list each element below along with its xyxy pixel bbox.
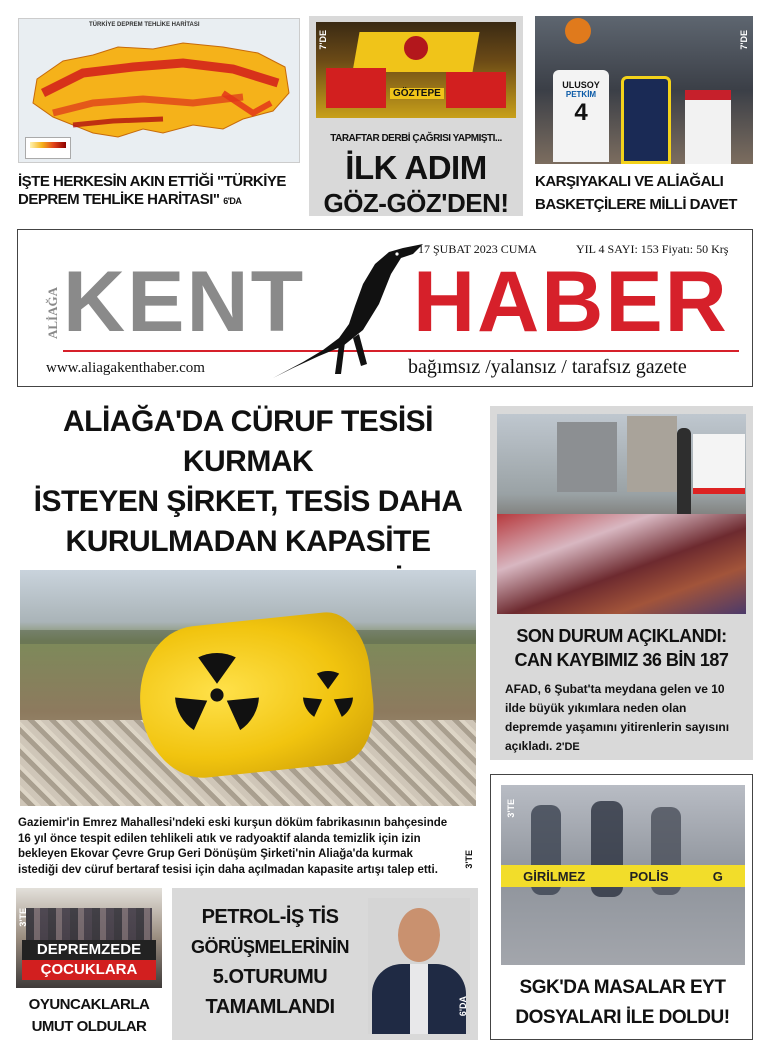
masthead-name-left: KENT (63, 254, 306, 350)
masthead-slogan: bağımsız /yalansız / tarafsız gazete (408, 356, 687, 378)
jersey-number: 4 (574, 99, 588, 126)
basketball-ball (565, 18, 591, 44)
masthead-day: CUMA (500, 242, 537, 256)
petrol-headline (172, 902, 368, 1022)
basketball-page-tag: 7'DE (739, 30, 749, 50)
main-story[interactable] (16, 402, 480, 880)
children-overlay-line2: ÇOCUKLARA (22, 960, 156, 980)
union-leader-photo (368, 898, 470, 1034)
radioactive-barrel-image (20, 570, 476, 806)
petrol-headline-line: 5.OTURUMU (212, 966, 328, 988)
tape-word: POLİS (629, 868, 669, 884)
main-headline-line: ALİAĞA'DA CÜRUF TESİSİ KURMAK (62, 405, 434, 478)
goztepe-emblem (402, 34, 430, 62)
jersey-sponsor: PETKİM (565, 90, 597, 99)
earthquake-story[interactable] (490, 406, 753, 760)
goztepe-banner: GÖZTEPE (390, 88, 444, 99)
goztepe-headline-line1: İLK ADIM (345, 149, 487, 186)
turkey-map-shape (23, 33, 295, 153)
hazard-map-image (18, 18, 300, 163)
police-tape-image (501, 785, 745, 965)
blankets (497, 514, 746, 614)
children-story[interactable] (16, 888, 162, 1044)
masthead-issue-info: YIL 4 SAYI: 153 Fiyatı: 50 Krş (576, 242, 729, 256)
map-teaser[interactable] (18, 18, 300, 218)
masthead-date: 17 ŞUBAT 2023 (418, 242, 498, 256)
map-teaser-headline: İŞTE HERKESİN AKIN ETTİĞİ "TÜRKİYE DEPREM TEHLİKE HARİTASI" (18, 173, 286, 208)
tape-word: GİRİLMEZ (523, 868, 586, 884)
standing-person (677, 428, 691, 516)
radiation-trefoil-icon (170, 648, 264, 742)
children-caption-line2: UMUT OLDULAR (31, 1018, 147, 1035)
main-story-body: Gaziemir'in Emrez Mahallesi'ndeki eski kurşun döküm fabrikasının bahçesinde 16 yıl önce tespit edilen tehlikeli atık ve radyoaktif alanda temizlik için izin bekleyen Ekovar Çevre Grup Geri Dönüşüm Şirketi'nin Aliağa'da kurmak istediği dev cüruf bertaraf tesisi için daha açılmadan kapasite artışı talep etti. (18, 817, 448, 876)
basketball-headline: KARŞIYAKALI VE ALİAĞALI BASKETÇİLERE MİLLİ DAVET (535, 173, 737, 213)
children-caption-line1: OYUNCAKLARLA (28, 996, 150, 1013)
goztepe-teaser[interactable] (309, 16, 523, 216)
masthead-website[interactable]: www.aliagakenthaber.com (46, 360, 205, 376)
map-legend (25, 137, 71, 159)
earthquake-scene-image (497, 414, 746, 614)
goztepe-fans-image (316, 22, 516, 118)
ambulance (693, 434, 745, 494)
tape-word: G (712, 868, 723, 884)
children-page-tag: 3'TE (18, 908, 28, 927)
goztepe-kicker: TARAFTAR DERBİ ÇAĞRISI YAPMIŞTI... (330, 133, 502, 144)
goztepe-headline-line2: GÖZ-GÖZ'DEN! (323, 188, 509, 218)
main-story-page-tag: 3'TE (464, 850, 474, 869)
sgk-story[interactable] (490, 774, 753, 1040)
earthquake-page-ref: 2'DE (555, 741, 580, 753)
basketball-teaser[interactable] (535, 16, 753, 218)
masthead (17, 229, 753, 387)
children-overlay (22, 940, 156, 980)
sgk-page-tag: 3'TE (506, 799, 516, 818)
children-overlay-line1: DEPREMZEDE (22, 940, 156, 960)
sgk-headline-line1: SGK'DA MASALAR EYT (519, 977, 726, 998)
goztepe-page-tag: 7'DE (318, 30, 328, 50)
radiation-trefoil-side-icon (300, 666, 356, 726)
children-group-photo (16, 888, 162, 988)
petrol-story[interactable] (172, 888, 478, 1040)
earthquake-headline-line1: SON DURUM AÇIKLANDI: (516, 626, 727, 646)
portrait-head (398, 908, 440, 962)
earthquake-body: AFAD, 6 Şubat'ta meydana gelen ve 10 ilde büyük yıkımlara neden olan depremde yaşamını yitirenlerin sayısını açıkladı. (505, 682, 730, 753)
map-title: TÜRKİYE DEPREM TEHLİKE HARİTASI (89, 22, 200, 28)
player-yellow-jersey (621, 76, 671, 164)
player-red-white (685, 90, 731, 164)
petrol-headline-line: TAMAMLANDI (205, 996, 335, 1018)
earthquake-body-wrap (505, 680, 745, 757)
main-headline-line: KURULMADAN KAPASİTE (65, 525, 431, 558)
petrol-headline-line: PETROL-İŞ TİS (201, 906, 339, 928)
masthead-name-right: HABER (413, 254, 729, 350)
portrait-body (372, 964, 466, 1034)
map-teaser-page-ref: 6'DA (223, 196, 242, 206)
earthquake-headline-line2: CAN KAYBIMIZ 36 BİN 187 (514, 650, 729, 670)
player-white-jersey (553, 70, 609, 162)
sgk-headline-line2: DOSYALARI İLE DOLDU! (515, 1007, 730, 1028)
petrol-headline-line: GÖRÜŞMELERİNİN (190, 937, 349, 957)
petrol-page-tag: 6'DA (458, 996, 468, 1017)
jersey-name: ULUSOY (562, 80, 600, 90)
masthead-vertical-word: ALİAĞA (45, 287, 60, 340)
main-headline-line: İSTEYEN ŞİRKET, TESİS DAHA (33, 485, 463, 518)
basketball-image (535, 16, 753, 164)
police-tape (501, 865, 745, 887)
